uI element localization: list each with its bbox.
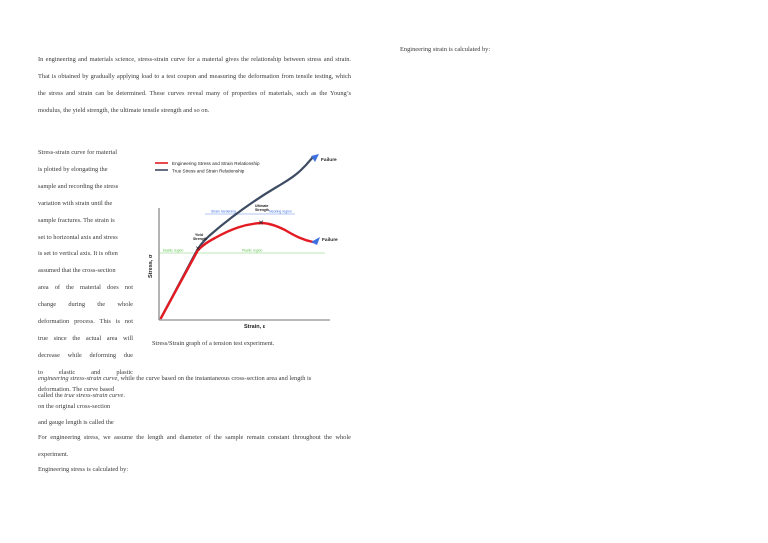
y-axis-label: Stress, σ (148, 254, 154, 278)
tail-middle: , while the curve based on the instantaneous cross-section area and length is (117, 375, 312, 382)
side-line: and gauge length is called the (38, 419, 114, 427)
uts-label-2: Strength (255, 208, 269, 212)
side-line: is plotted by elongating the (38, 165, 108, 173)
side-line: variation with strain until the (38, 199, 113, 207)
strain-hardening-label: Strain hardening (211, 209, 236, 214)
side-line: on the original cross-section (38, 402, 111, 410)
yield-marker: ✕ (195, 246, 201, 253)
engineering-stress-formula-intro: Engineering stress is calculated by: (38, 466, 129, 473)
x-axis-label: Strain, ε (244, 324, 266, 330)
side-line: sample fractures. The strain is (38, 216, 115, 224)
figure-caption: Stress/Strain graph of a tension test experiment. (152, 340, 275, 347)
elastic-region-label: Elastic region (163, 248, 184, 253)
legend-engineering: Engineering Stress and Strain Relationship (172, 161, 260, 166)
term-engineering-curve: engineering stress-strain curve (38, 375, 118, 382)
stress-strain-figure (145, 150, 345, 335)
legend-true: True Stress and Strain Relationship (172, 168, 245, 174)
side-line: decrease while deforming due (38, 351, 133, 359)
side-line: sample and recording the stress (38, 182, 119, 190)
term-true-curve: true stress-strain curve (64, 392, 124, 399)
yield-label-2: Strength (193, 237, 207, 241)
engineering-strain-formula-intro: Engineering strain is calculated by: (400, 46, 491, 53)
tail-called: called the (38, 392, 65, 399)
tail-end: . (123, 392, 125, 399)
side-line: is set to vertical axis. It is often (38, 250, 118, 258)
necking-label: Necking region (269, 209, 292, 214)
side-line: true since the actual area will (38, 334, 133, 342)
side-line: set to horizontal axis and stress (38, 233, 118, 241)
true-stress-curve (161, 157, 313, 318)
side-line: assumed that the cross-section (38, 267, 116, 275)
side-line: deformation. The curve based (38, 385, 115, 393)
uts-label-1: Ultimate (255, 204, 269, 208)
engineering-stress-curve (161, 223, 313, 318)
side-line: change during the whole (38, 301, 133, 309)
failure-label-top: Failure (321, 158, 337, 163)
failure-label-mid: Failure (322, 238, 338, 243)
side-line: deformation process. This is not (38, 318, 133, 325)
side-line: area of the material does not (38, 284, 133, 292)
side-line: Stress-strain curve for material (38, 149, 117, 156)
engineering-stress-paragraph: For engineering stress, we assume the length and diameter of the sample remain constant throughout the whole experiment. (38, 434, 351, 458)
plastic-region-label: Plastic region (242, 248, 263, 253)
uts-marker: ✕ (258, 220, 264, 227)
intro-paragraph: In engineering and materials science, stress-strain curve for a material gives the relationship between stress and strain. That is obtained by gradually applying load to a test coupon and measuring the deformation from tensile testing, which the stress and strain can be determined. These curves reveal many of properties of materials, such as the Young’s modulus, the yield strength, the ultimate tensile strength and so on. (38, 56, 351, 114)
tail-paragraph (38, 370, 351, 404)
side-line: to elastic and plastic (38, 368, 133, 376)
yield-label-1: Yield (195, 233, 203, 237)
